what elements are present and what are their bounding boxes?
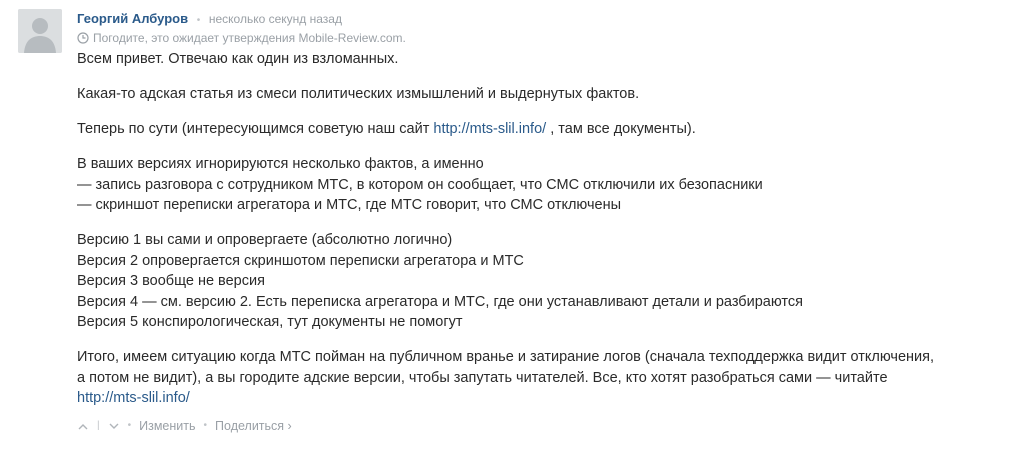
- text-line: Версию 1 вы сами и опровергаете (абсолютно логично): [77, 232, 453, 248]
- paragraph-6: [77, 347, 1007, 409]
- header-separator: •: [196, 15, 201, 26]
- share-button[interactable]: Поделиться ›: [215, 419, 292, 433]
- text-line: [77, 119, 1007, 140]
- pending-text: Погодите, это ожидает утверждения Mobile-Review.com.: [93, 31, 406, 45]
- text-line: Версия 5 конспирологическая, тут документы не помогут: [77, 314, 463, 330]
- text-fragment: Теперь по сути (интересующимся советую наш сайт: [77, 121, 434, 137]
- paragraph-1: [77, 49, 1007, 70]
- footer-separator: •: [203, 420, 208, 431]
- text-line: [77, 388, 1007, 409]
- site-link-bottom[interactable]: http://mts-slil.info/: [77, 390, 190, 406]
- comment-text: [77, 49, 1007, 409]
- text-line: Какая-то адская статья из смеси политических измышлений и выдернутых фактов.: [77, 86, 640, 102]
- avatar-placeholder-icon: [18, 9, 62, 53]
- text-line: — скриншот переписки агрегатора и МТС, где МТС говорит, что СМС отключены: [77, 197, 622, 213]
- author-name[interactable]: Георгий Албуров: [77, 11, 189, 26]
- text-line: а потом не видит), а вы городите адские версии, чтобы запутать читателей. Все, кто хотят разобраться сами — читайте: [77, 369, 888, 386]
- comment-time[interactable]: несколько секунд назад: [208, 12, 342, 26]
- text-line: — запись разговора с сотрудником МТС, в котором он сообщает, что СМС отключили их безопасники: [77, 176, 763, 193]
- paragraph-3: [77, 119, 1007, 140]
- comment-body: [77, 9, 1007, 435]
- paragraph-5: [77, 230, 1007, 333]
- text-line: Версия 4 — см. версию 2. Есть переписка агрегатора и МТС, где они устанавливают детали и разбираются: [77, 293, 803, 310]
- edit-button[interactable]: Изменить: [139, 419, 196, 433]
- comment-footer: [77, 417, 1007, 435]
- chevron-down-icon: [109, 423, 119, 430]
- upvote-button[interactable]: [77, 419, 89, 433]
- avatar[interactable]: [18, 9, 62, 53]
- comment-header: [77, 9, 1007, 29]
- clock-icon: [77, 32, 89, 44]
- text-fragment: , там все документы).: [546, 121, 696, 137]
- paragraph-4: [77, 154, 1007, 216]
- chevron-up-icon: [78, 423, 88, 430]
- text-line: В ваших версиях игнорируются несколько фактов, а именно: [77, 156, 484, 172]
- footer-separator: •: [127, 420, 132, 431]
- site-link[interactable]: http://mts-slil.info/: [433, 121, 547, 137]
- text-line: Итого, имеем ситуацию когда МТС пойман на публичном вранье и затирание логов (сначала техподдержка видит отключения,: [77, 349, 935, 365]
- text-line: Версия 2 опровергается скриншотом переписки агрегатора и МТС: [77, 252, 524, 269]
- paragraph-2: [77, 84, 1007, 105]
- text-line: Всем привет. Отвечаю как один из взломанных.: [77, 51, 399, 67]
- text-line: Версия 3 вообще не версия: [77, 273, 265, 289]
- footer-separator: |: [97, 420, 100, 431]
- downvote-button[interactable]: [108, 419, 120, 433]
- pending-notice: [77, 29, 1007, 47]
